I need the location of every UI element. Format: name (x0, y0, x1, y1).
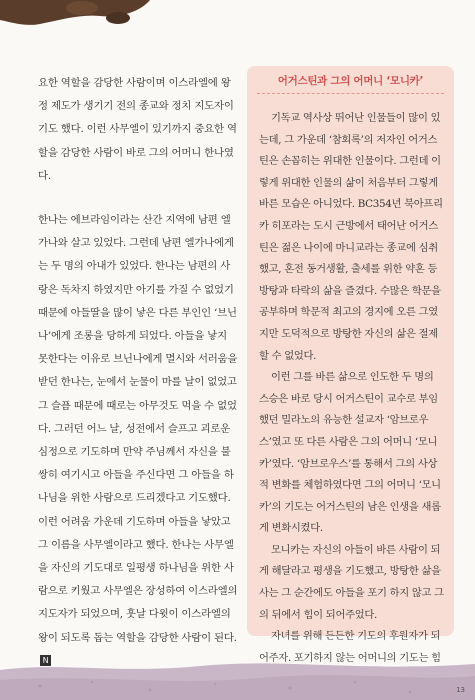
main-text-column (38, 72, 238, 694)
body-paragraph: 요한 역할을 감당한 사람이며 이스라엘에 왕정 제도가 생기기 전의 종교와 정치 지도자이기도 했다. 이런 사무엘이 있기까지 중요한 역할을 감당한 사람이 바로 그의 어머니 한나였다. (38, 77, 237, 182)
body-paragraph (38, 209, 238, 673)
body-paragraph-text: 한나는 에브라임이라는 산간 지역에 남편 엘가나와 살고 있었다. 그런데 남편 엘가나에게는 두 명의 아내가 있었다. 한나는 남편의 사랑은 독차지 하였지만 아기를 가질 수 없었기 때문에 아들딸을 많이 낳은 다른 부인인 ‘브닌나’에게 조롱을 당하게 되었다. 아들을 낳지 못한다는 이유로 브닌나에게 멸시와 서러움을 받던 한나는, 눈에서 눈물이 마를 날이 없었고 그 슬픔 때문에 때로는 아무것도 먹을 수 없었다. 그러던 어느 날, 성전에서 슬프고 괴로운 심정으로 기도하며 만약 주님께서 자신을 불쌍히 여기시고 아들을 주신다면 그 아들을 하나님을 위한 사람으로 드리겠다고 기도했다. 이런 어려움 가운데 기도하며 아들을 낳았고 그 이름을 사무엘이라고 했다. 한나는 사무엘을 자신의 기도대로 일평생 하나님을 위한 사람으로 키웠고 사무엘은 장성하여 이스라엘의 지도자가 되었으며, 훗날 다윗이 이스라엘의 왕이 되도록 돕는 역할을 감당한 사람이 된다. (38, 214, 238, 644)
sidebar-title: 어거스틴과 그의 어머니 ‘모니카’ (277, 75, 424, 87)
sidebar-divider (257, 93, 444, 94)
end-mark-icon: N (40, 655, 51, 666)
top-decoration (0, 0, 475, 60)
sidebar-box (247, 66, 454, 664)
page-number: 13 (456, 686, 465, 694)
sidebar-body (259, 108, 445, 691)
bottom-decoration (0, 652, 475, 700)
sidebar-paragraph: 모니카는 자신의 아들이 바른 사람이 되게 해달라고 평생을 기도했고, 방탕한 삶을 사는 그 순간에도 아들을 포기 하지 않고 그의 뒤에서 힘이 되어주었다. (259, 543, 444, 621)
sidebar-paragraph: 자녀를 위해 든든한 기도의 후원자가 되어주자. 포기하지 않는 어머니의 기도는 힘 (259, 630, 441, 664)
sidebar-paragraph: 기독교 역사상 뛰어난 인물들이 많이 있는데, 그 가운데 ‘참회록’의 저자인 어거스틴은 손꼽히는 위대한 인물이다. 그런데 이렇게 위대한 인물의 삶이 처음부터 그렇게 바른 모습은 아니었다. BC354년 북아프리카 히포라는 도시 근방에서 태어난 어거스틴은 젊은 나이에 마니교라는 종교에 심취했고, 혼전 동거생활, 출세를 위한 약혼 등 방탕과 타락의 삶을 즐겼다. 수많은 학문을 공부하며 학문적 최고의 경지에 오른 그였지만 도덕적으로 방탕한 자신의 삶은 절제할 수 없었다. (259, 112, 443, 362)
sidebar-paragraph: 이런 그를 바른 삶으로 인도한 두 명의 스승은 바로 당시 어거스틴이 교수로 부임했던 밀라노의 유능한 설교자 ‘암브로우스’였고 또 다른 사람은 그의 어머니 ‘모니카’였다. ‘암브로우스’를 통해서 그의 사상적 변화를 체험하였다면 그의 어머니 ‘모니카’의 기도는 어거스틴의 남은 인생을 새롭게 변화시켰다. (259, 371, 441, 535)
